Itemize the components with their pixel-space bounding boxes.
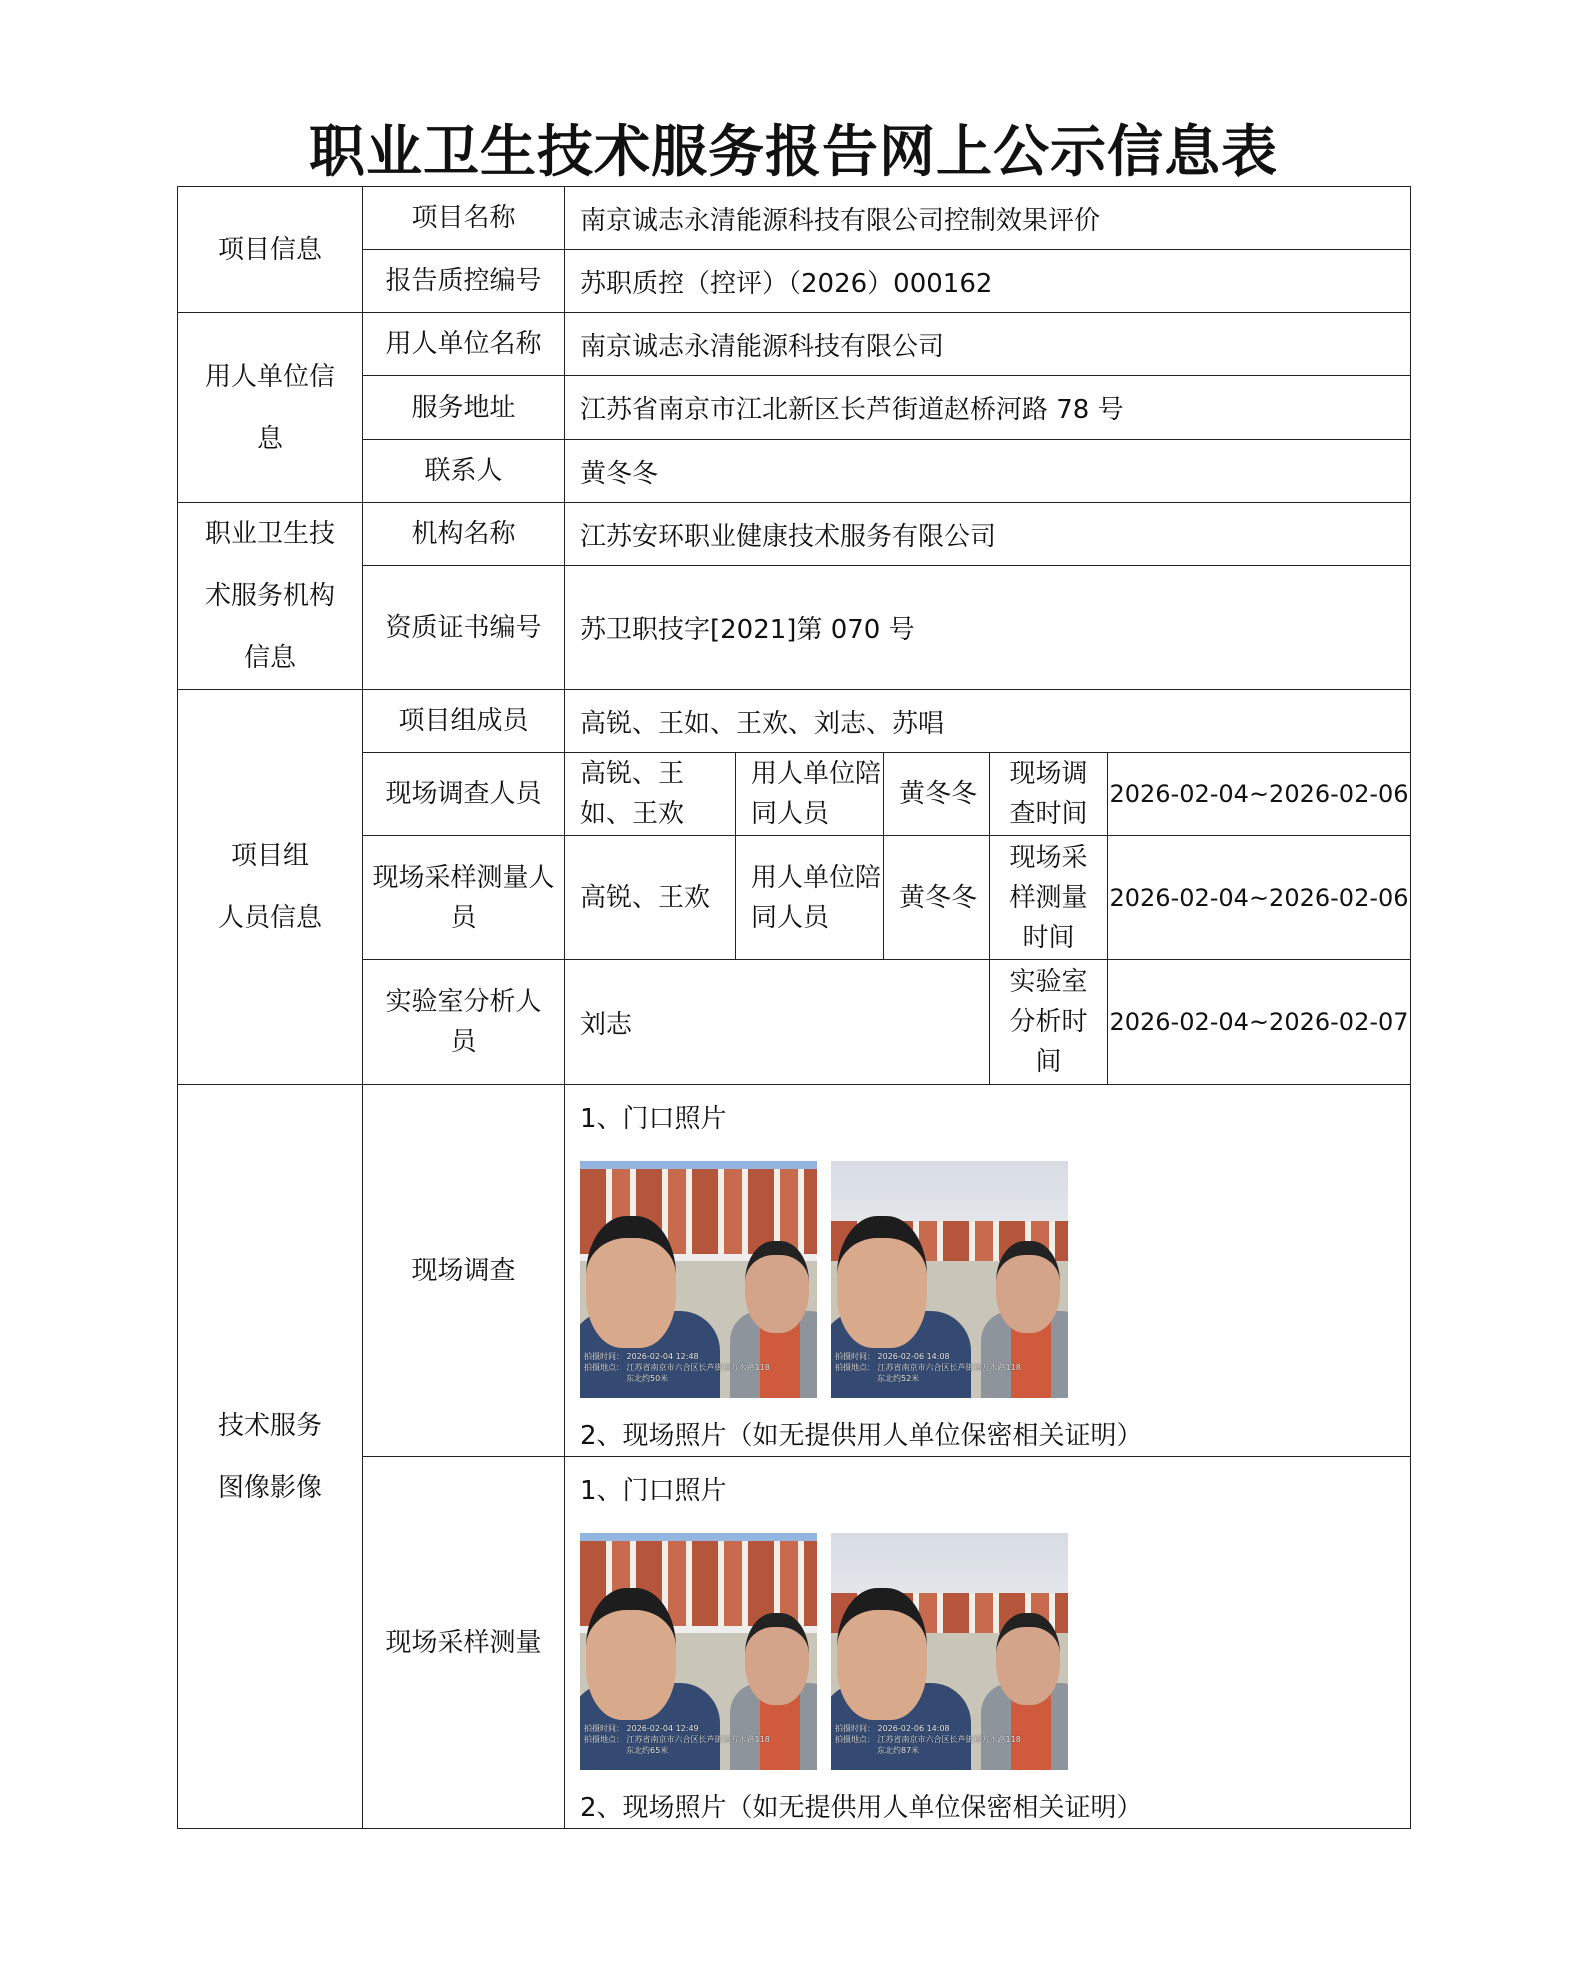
photo-heading: 1、门口照片 xyxy=(580,1476,727,1506)
survey-time: 2026-02-04~2026-02-06 xyxy=(1108,753,1411,836)
address: 江苏省南京市江北新区长芦街道赵桥河路 78 号 xyxy=(565,376,1411,440)
section-employer-info xyxy=(178,313,363,503)
survey-escort: 黄冬冬 xyxy=(884,753,990,836)
photo-stamp-location: 拍摄地点： 江苏省南京市六合区长芦街道方水路118 xyxy=(835,1363,1021,1372)
cert-number: 苏卫职技字[2021]第 070 号 xyxy=(565,566,1411,690)
employer-name-label: 用人单位名称 xyxy=(363,313,565,376)
person-graphic xyxy=(745,1241,809,1333)
photo-stamp xyxy=(835,1351,1064,1384)
photo-stamp-location: 拍摄地点： 江苏省南京市六合区长芦街道方水路118 xyxy=(584,1363,770,1372)
photo-stamp-distance: 东北约50米 xyxy=(626,1374,669,1383)
person-graphic xyxy=(996,1241,1060,1333)
contact-label: 联系人 xyxy=(363,440,565,503)
page-title: 职业卫生技术服务报告网上公示信息表 xyxy=(309,119,1278,185)
survey-escort-label: 用人单位陪同人员 xyxy=(736,753,884,836)
survey-images xyxy=(565,1085,1411,1457)
photo-stamp-location: 拍摄地点： 江苏省南京市六合区长芦街道方水路118 xyxy=(584,1735,770,1744)
report-code: 苏职质控（控评）（2026）000162 xyxy=(565,250,1411,313)
section-project-info: 项目信息 xyxy=(178,187,363,313)
section-team-info xyxy=(178,690,363,1085)
photo-stamp-distance: 东北约65米 xyxy=(626,1746,669,1755)
site-photo xyxy=(831,1533,1068,1770)
agency-name: 江苏安环职业健康技术服务有限公司 xyxy=(565,503,1411,566)
section-images xyxy=(178,1085,363,1829)
photo-stamp-time: 拍摄时间： 2026-02-04 12:48 xyxy=(584,1352,699,1361)
cert-label: 资质证书编号 xyxy=(363,566,565,690)
person-graphic xyxy=(837,1216,927,1348)
photo-footer: 2、现场照片（如无提供用人单位保密相关证明） xyxy=(580,1793,1143,1823)
sampling-time-label: 现场采样测量时间 xyxy=(990,836,1108,960)
photo-row xyxy=(580,1161,1410,1398)
members-label: 项目组成员 xyxy=(363,690,565,753)
employer-name: 南京诚志永清能源科技有限公司 xyxy=(565,313,1411,376)
survey-images-label: 现场调查 xyxy=(363,1085,565,1457)
photo-stamp-time: 拍摄时间： 2026-02-06 14:08 xyxy=(835,1724,950,1733)
members: 高锐、王如、王欢、刘志、苏唱 xyxy=(565,690,1411,753)
photo-stamp-location: 拍摄地点： 江苏省南京市六合区长芦街道方水路118 xyxy=(835,1735,1021,1744)
lab-staff-label: 实验室分析人员 xyxy=(363,960,565,1085)
photo-stamp xyxy=(584,1723,813,1756)
photo-footer: 2、现场照片（如无提供用人单位保密相关证明） xyxy=(580,1421,1143,1451)
person-graphic xyxy=(745,1613,809,1705)
person-graphic xyxy=(837,1588,927,1720)
survey-staff: 高锐、王如、王欢 xyxy=(565,753,736,836)
section-line: 用人单位信 xyxy=(204,361,335,392)
section-line: 技术服务 xyxy=(217,1410,322,1441)
section-line: 图像影像 xyxy=(217,1472,322,1503)
section-line: 息 xyxy=(256,423,283,454)
agency-name-label: 机构名称 xyxy=(363,503,565,566)
photo-stamp-time: 拍摄时间： 2026-02-06 14:08 xyxy=(835,1352,950,1361)
section-agency-info: 职业卫生技术服务机构信息 xyxy=(178,503,363,690)
sampling-escort: 黄冬冬 xyxy=(884,836,990,960)
person-graphic xyxy=(586,1588,676,1720)
photo-stamp-distance: 东北约52米 xyxy=(877,1374,920,1383)
lab-staff: 刘志 xyxy=(565,960,990,1085)
sampling-staff-label: 现场采样测量人员 xyxy=(363,836,565,960)
section-line: 项目组 xyxy=(230,841,309,871)
photo-heading: 1、门口照片 xyxy=(580,1104,727,1134)
sampling-time: 2026-02-04~2026-02-06 xyxy=(1108,836,1411,960)
lab-time: 2026-02-04~2026-02-07 xyxy=(1108,960,1411,1085)
site-photo xyxy=(580,1533,817,1770)
section-line: 人员信息 xyxy=(217,903,322,933)
project-name-label: 项目名称 xyxy=(363,187,565,250)
project-name: 南京诚志永清能源科技有限公司控制效果评价 xyxy=(565,187,1411,250)
photo-stamp-time: 拍摄时间： 2026-02-04 12:49 xyxy=(584,1724,699,1733)
report-code-label: 报告质控编号 xyxy=(363,250,565,313)
person-graphic xyxy=(996,1613,1060,1705)
sampling-images xyxy=(565,1457,1411,1829)
sampling-escort-label: 用人单位陪同人员 xyxy=(736,836,884,960)
person-graphic xyxy=(586,1216,676,1348)
info-table xyxy=(177,186,1411,1829)
photo-stamp xyxy=(835,1723,1064,1756)
survey-staff-label: 现场调查人员 xyxy=(363,753,565,836)
contact: 黄冬冬 xyxy=(565,440,1411,503)
sampling-images-label: 现场采样测量 xyxy=(363,1457,565,1829)
sampling-staff: 高锐、王欢 xyxy=(565,836,736,960)
photo-stamp-distance: 东北约87米 xyxy=(877,1746,920,1755)
lab-time-label: 实验室分析时间 xyxy=(990,960,1108,1085)
photo-row xyxy=(580,1533,1410,1770)
photo-stamp xyxy=(584,1351,813,1384)
site-photo xyxy=(580,1161,817,1398)
survey-time-label: 现场调查时间 xyxy=(990,753,1108,836)
address-label: 服务地址 xyxy=(363,376,565,440)
site-photo xyxy=(831,1161,1068,1398)
